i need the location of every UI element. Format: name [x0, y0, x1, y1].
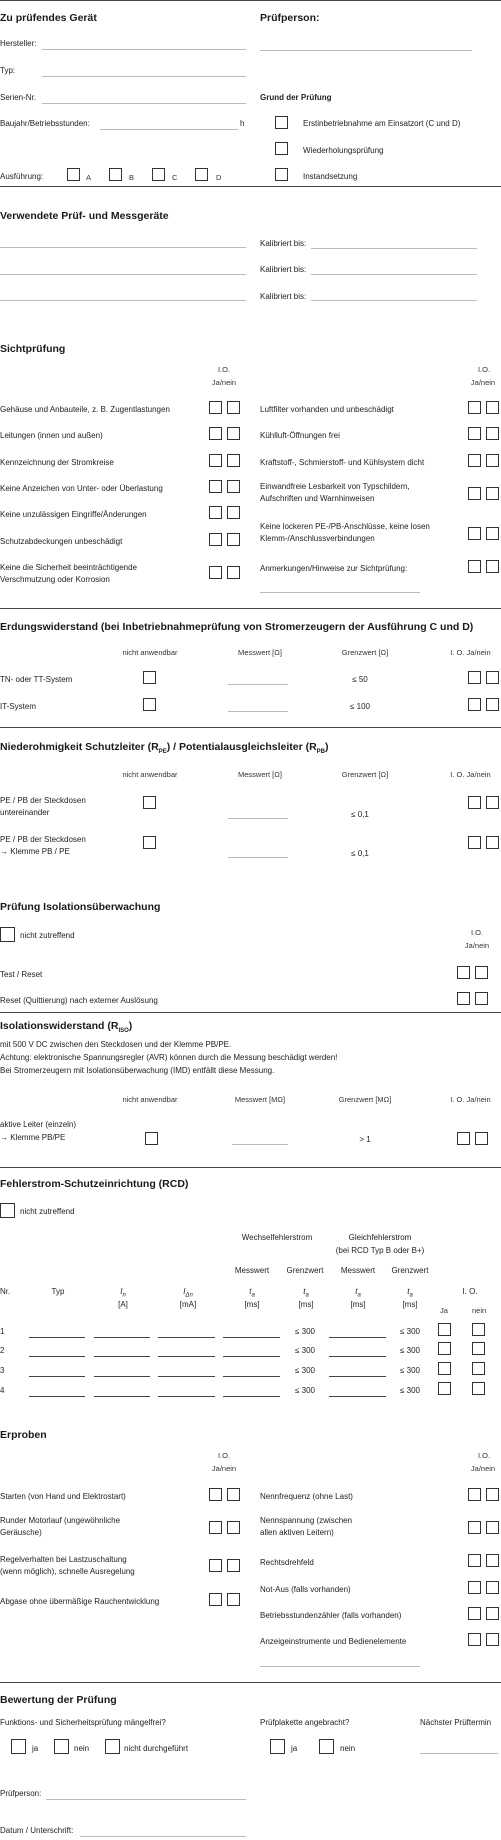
trials-right-3-yes[interactable]	[468, 1554, 481, 1567]
reason-title: Grund der Prüfung	[260, 93, 332, 102]
visual-notes-label: Anmerkungen/Hinweise zur Sichtprüfung:	[260, 564, 408, 573]
trials-left-4: Abgase ohne übermäßige Rauchentwicklung	[0, 1597, 160, 1606]
lowres-row-1-na[interactable]	[143, 796, 156, 809]
visual-left-4: Keine Anzeichen von Unter- oder Überlastung	[0, 484, 163, 493]
eval-next-label: Nächster Prüftermin	[420, 1718, 492, 1727]
insulation-note-1: mit 500 V DC zwischen den Steckdosen und der Klemme PB/PE.	[0, 1040, 232, 1049]
earth-title: Erdungswiderstand (bei Inbetriebnahmeprüfung von Stromerzeugern der Ausführung C und D)	[0, 621, 474, 633]
visual-left-2-no[interactable]	[227, 427, 240, 440]
rcd-row-1-limit-dc: ≤ 300	[400, 1327, 420, 1336]
trials-right-2a: Nennspannung (zwischen	[260, 1516, 353, 1525]
visual-left-2-yes[interactable]	[209, 427, 222, 440]
lowres-col-na: nicht anwendbar	[122, 770, 178, 779]
visual-right-4a: Einwandfreie Lesbarkeit von Typschildern,	[260, 482, 410, 491]
rcd-col-ta-3: $t_a$	[355, 1287, 361, 1299]
visual-right-2-no[interactable]	[486, 427, 499, 440]
earth-row-1-limit: ≤ 50	[352, 675, 368, 684]
rcd-row-1-yes[interactable]	[438, 1323, 451, 1336]
insulation-col-na: nicht anwendbar	[122, 1095, 178, 1104]
lowres-row-2-measured[interactable]	[228, 857, 288, 858]
eval-q2: Prüfplakette angebracht?	[260, 1718, 350, 1727]
rcd-row-2-yes[interactable]	[438, 1342, 451, 1355]
rcd-row-1-ta1[interactable]	[223, 1337, 280, 1338]
eval-q1-na-label: nicht durchgeführt	[124, 1744, 189, 1753]
execution-label: Ausführung:	[0, 172, 44, 181]
rcd-row-1-nr: 1	[0, 1327, 5, 1336]
rcd-row-4-limit-ac: ≤ 300	[295, 1386, 315, 1395]
reason-repeat-checkbox[interactable]	[275, 142, 288, 155]
eval-q1-no-checkbox[interactable]	[54, 1739, 69, 1754]
instrument-field-2[interactable]	[0, 274, 246, 275]
visual-io-right: I.O.	[477, 365, 491, 374]
trials-right-3-no[interactable]	[486, 1554, 499, 1567]
trials-right-5-yes[interactable]	[468, 1607, 481, 1620]
trials-right-4-no[interactable]	[486, 1581, 499, 1594]
eval-q2-no-checkbox[interactable]	[319, 1739, 334, 1754]
trials-yn-left: Ja/nein	[211, 1464, 237, 1473]
reason-repair-label: Instandsetzung	[303, 172, 358, 181]
trials-title: Erproben	[0, 1429, 47, 1441]
type-label: Typ:	[0, 66, 16, 75]
imd-na-checkbox[interactable]	[0, 927, 15, 942]
visual-left-7-no[interactable]	[227, 566, 240, 579]
eval-date-label: Datum / Unterschrift:	[0, 1826, 74, 1835]
rcd-col-io: I. O.	[462, 1287, 478, 1296]
lowres-col-io: I. O. Ja/nein	[450, 770, 491, 779]
eval-next-field[interactable]	[420, 1753, 498, 1754]
earth-col-measured: Messwert [Ω]	[238, 648, 282, 657]
rcd-row-4-limit-dc: ≤ 300	[400, 1386, 420, 1395]
trials-right-6: Anzeigeinstrumente und Bedienelemente	[260, 1637, 407, 1646]
imd-na-label: nicht zutreffend	[20, 931, 75, 940]
earth-row-1-yes[interactable]	[468, 671, 481, 684]
lowres-col-measured: Messwert [Ω]	[238, 770, 282, 779]
rcd-row-3-ta1[interactable]	[223, 1376, 280, 1377]
reason-first-checkbox[interactable]	[275, 116, 288, 129]
trials-right-3: Rechtsdrehfeld	[260, 1558, 314, 1567]
lowres-row-2-l2: → Klemme PB / PE	[0, 847, 70, 856]
rcd-row-3-typ[interactable]	[29, 1376, 85, 1377]
rcd-row-2-limit-dc: ≤ 300	[400, 1346, 420, 1355]
trials-left-1: Starten (von Hand und Elektrostart)	[0, 1492, 126, 1501]
trials-left-3b: (wenn möglich), schnelle Ausregelung	[0, 1567, 135, 1576]
rcd-row-2-typ[interactable]	[29, 1356, 85, 1357]
rcd-row-1-typ[interactable]	[29, 1337, 85, 1338]
lowres-row-2-yes[interactable]	[468, 836, 481, 849]
earth-row-1-label: TN- oder TT-System	[0, 675, 73, 684]
execution-b-label: B	[129, 173, 135, 182]
rcd-col-ta-3-unit: [ms]	[350, 1300, 366, 1309]
rcd-na-label: nicht zutreffend	[20, 1207, 75, 1216]
rcd-row-4-yes[interactable]	[438, 1382, 451, 1395]
insulation-note-3: Bei Stromerzeugern mit Isolationsüberwachung (IMD) entfällt diese Messung.	[0, 1066, 275, 1075]
rcd-col-idn: $I_{\Delta n}$	[183, 1287, 193, 1299]
earth-row-2-label: IT-System	[0, 702, 37, 711]
lowres-row-1-l1: PE / PB der Steckdosen	[0, 796, 86, 805]
trials-right-5: Betriebsstundenzähler (falls vorhanden)	[260, 1611, 402, 1620]
year-hours-field[interactable]	[100, 129, 238, 130]
visual-left-3-no[interactable]	[227, 454, 240, 467]
lowres-row-1-no[interactable]	[486, 796, 499, 809]
imd-row-1-no[interactable]	[475, 966, 488, 979]
rcd-ac-measured: Messwert	[234, 1266, 270, 1275]
visual-left-1: Gehäuse und Anbauteile, z. B. Zugentlastungen	[0, 405, 170, 414]
eval-q2-yes-label: ja	[291, 1744, 298, 1753]
rcd-row-4-idn[interactable]	[158, 1396, 215, 1397]
eval-q1-yes-label: ja	[32, 1744, 39, 1753]
visual-right-6-yes[interactable]	[468, 560, 481, 573]
lowres-row-2-l1: PE / PB der Steckdosen	[0, 835, 86, 844]
lowres-row-2-no[interactable]	[486, 836, 499, 849]
insulation-measured[interactable]	[232, 1144, 288, 1145]
rcd-row-4-ta1[interactable]	[223, 1396, 280, 1397]
rcd-col-typ: Typ	[51, 1287, 65, 1296]
visual-left-3-yes[interactable]	[209, 454, 222, 467]
rcd-row-1-limit-ac: ≤ 300	[295, 1327, 315, 1336]
visual-right-4b: Aufschriften und Warnhinweisen	[260, 494, 375, 503]
rcd-row-1-ta3[interactable]	[329, 1337, 386, 1338]
eval-q1-na-checkbox[interactable]	[105, 1739, 120, 1754]
trials-right-1-yes[interactable]	[468, 1488, 481, 1501]
eval-inspector-field[interactable]	[46, 1799, 246, 1800]
visual-right-3-yes[interactable]	[468, 454, 481, 467]
rcd-row-2-ta3[interactable]	[329, 1356, 386, 1357]
evaluation-title: Bewertung der Prüfung	[0, 1694, 117, 1706]
rcd-col-nein: nein	[472, 1306, 487, 1315]
trials-left-3-no[interactable]	[227, 1559, 240, 1572]
visual-io-left: I.O.	[217, 365, 231, 374]
inspector-field[interactable]	[260, 50, 472, 51]
trials-left-4-yes[interactable]	[209, 1593, 222, 1606]
eval-q1-yes-checkbox[interactable]	[11, 1739, 26, 1754]
rcd-dc-header-1: Gleichfehlerstrom	[348, 1233, 412, 1242]
rcd-ac-limit: Grenzwert	[286, 1266, 324, 1275]
visual-left-7-yes[interactable]	[209, 566, 222, 579]
trials-notes-field[interactable]	[260, 1666, 420, 1667]
instrument-field-1[interactable]	[0, 247, 246, 248]
rcd-row-2-nr: 2	[0, 1346, 5, 1355]
earth-col-na: nicht anwendbar	[122, 648, 178, 657]
execution-a-checkbox[interactable]	[67, 168, 80, 181]
visual-right-6-no[interactable]	[486, 560, 499, 573]
earth-row-2-na[interactable]	[143, 698, 156, 711]
imd-row-1-label: Test / Reset	[0, 970, 43, 979]
trials-io-right: I.O.	[477, 1451, 491, 1460]
insulation-col-measured: Messwert [MΩ]	[234, 1095, 286, 1104]
lowres-title: Niederohmigkeit Schutzleiter $(R_{PE})$ / Potentialausgleichsleiter $(R_{PB})$	[0, 741, 329, 756]
rcd-row-4-typ[interactable]	[29, 1396, 85, 1397]
hours-unit: h	[240, 119, 245, 128]
rcd-col-ta-4-unit: [ms]	[402, 1300, 418, 1309]
imd-row-2-yes[interactable]	[457, 992, 470, 1005]
visual-left-1-no[interactable]	[227, 401, 240, 414]
rcd-col-ta-1-unit: [ms]	[244, 1300, 260, 1309]
manufacturer-field[interactable]	[42, 49, 246, 50]
rcd-row-4-in[interactable]	[94, 1396, 150, 1397]
visual-right-5-no[interactable]	[486, 527, 499, 540]
trials-left-2-no[interactable]	[227, 1521, 240, 1534]
reason-repair-checkbox[interactable]	[275, 168, 288, 181]
rcd-row-3-in[interactable]	[94, 1376, 150, 1377]
rcd-row-2-limit-ac: ≤ 300	[295, 1346, 315, 1355]
calibrated-label-1: Kalibriert bis:	[260, 239, 307, 248]
rcd-row-3-idn[interactable]	[158, 1376, 215, 1377]
eval-inspector-label: Prüfperson:	[0, 1789, 42, 1798]
visual-right-5-yes[interactable]	[468, 527, 481, 540]
rcd-row-3-limit-dc: ≤ 300	[400, 1366, 420, 1375]
visual-right-5a: Keine lockeren PE-/PB-Anschlüsse, keine losen	[260, 522, 430, 531]
instruments-title: Verwendete Prüf- und Messgeräte	[0, 210, 169, 222]
inspector-title: Prüfperson:	[260, 12, 320, 24]
calibrated-label-2: Kalibriert bis:	[260, 265, 307, 274]
instrument-field-3[interactable]	[0, 300, 246, 301]
rcd-dc-limit: Grenzwert	[391, 1266, 429, 1275]
imd-row-2-no[interactable]	[475, 992, 488, 1005]
rcd-row-3-no[interactable]	[472, 1362, 485, 1375]
trials-right-1-no[interactable]	[486, 1488, 499, 1501]
rcd-row-4-no[interactable]	[472, 1382, 485, 1395]
rcd-na-checkbox[interactable]	[0, 1203, 15, 1218]
visual-left-7a: Keine die Sicherheit beeinträchtigende	[0, 563, 137, 572]
reason-first-label: Erstinbetriebnahme am Einsatzort (C und D)	[303, 119, 461, 128]
trials-yn-right: Ja/nein	[470, 1464, 496, 1473]
lowres-row-1-l2: untereinander	[0, 808, 50, 817]
rcd-col-ja: Ja	[440, 1306, 448, 1315]
rcd-col-idn-unit: [mA]	[179, 1300, 197, 1309]
earth-row-2-yes[interactable]	[468, 698, 481, 711]
visual-left-6-no[interactable]	[227, 533, 240, 546]
rcd-row-2-idn[interactable]	[158, 1356, 215, 1357]
earth-col-io: I. O. Ja/nein	[450, 648, 491, 657]
trials-left-1-no[interactable]	[227, 1488, 240, 1501]
visual-right-5b: Klemm-/Anschlussverbindungen	[260, 534, 375, 543]
visual-left-4-no[interactable]	[227, 480, 240, 493]
trials-left-3-yes[interactable]	[209, 1559, 222, 1572]
insulation-row-l1: aktive Leiter (einzeln)	[0, 1120, 77, 1129]
type-field[interactable]	[42, 76, 246, 77]
trials-left-2a: Runder Motorlauf (ungewöhnliche	[0, 1516, 121, 1525]
insulation-no[interactable]	[475, 1132, 488, 1145]
trials-left-2b: Geräusche)	[0, 1528, 42, 1537]
imd-yn: Ja/nein	[464, 941, 490, 950]
rcd-col-ta-2: $t_a$	[303, 1287, 309, 1299]
trials-right-1: Nennfrequenz (ohne Last)	[260, 1492, 353, 1501]
lowres-row-2-na[interactable]	[143, 836, 156, 849]
calibrated-field-1[interactable]	[311, 248, 477, 249]
trials-left-2-yes[interactable]	[209, 1521, 222, 1534]
rcd-row-1-no[interactable]	[472, 1323, 485, 1336]
insulation-yes[interactable]	[457, 1132, 470, 1145]
earth-row-1-na[interactable]	[143, 671, 156, 684]
earth-col-limit: Grenzwert [Ω]	[341, 648, 389, 657]
insulation-col-io: I. O. Ja/nein	[450, 1095, 491, 1104]
visual-left-3: Kennzeichnung der Stromkreise	[0, 458, 114, 467]
calibrated-field-3[interactable]	[311, 300, 477, 301]
visual-left-5-no[interactable]	[227, 506, 240, 519]
trials-right-2b: allen aktiven Leitern)	[260, 1528, 334, 1537]
insulation-row-l2: → Klemme PB/PE	[0, 1133, 66, 1142]
rcd-col-in-unit: [A]	[118, 1300, 128, 1309]
visual-right-1-no[interactable]	[486, 401, 499, 414]
trials-right-6-yes[interactable]	[468, 1633, 481, 1646]
trials-left-1-yes[interactable]	[209, 1488, 222, 1501]
execution-c-label: C	[172, 173, 178, 182]
insulation-limit: > 1	[359, 1135, 371, 1144]
serial-field[interactable]	[42, 103, 246, 104]
rcd-row-3-yes[interactable]	[438, 1362, 451, 1375]
visual-left-5-yes[interactable]	[209, 506, 222, 519]
visual-left-4-yes[interactable]	[209, 480, 222, 493]
rcd-col-in: $I_n$	[120, 1287, 126, 1299]
rcd-row-3-ta3[interactable]	[329, 1376, 386, 1377]
rcd-row-2-no[interactable]	[472, 1342, 485, 1355]
earth-row-2-measured[interactable]	[228, 711, 288, 712]
lowres-col-limit: Grenzwert [Ω]	[341, 770, 389, 779]
rcd-row-3-limit-ac: ≤ 300	[295, 1366, 315, 1375]
trials-right-4-yes[interactable]	[468, 1581, 481, 1594]
eval-q1: Funktions- und Sicherheitsprüfung mängelfrei?	[0, 1718, 166, 1727]
trials-left-4-no[interactable]	[227, 1593, 240, 1606]
visual-left-5: Keine unzulässigen Eingriffe/Änderungen	[0, 510, 147, 519]
execution-a-label: A	[86, 173, 92, 182]
visual-left-6-yes[interactable]	[209, 533, 222, 546]
rcd-col-ta-1: $t_a$	[249, 1287, 255, 1299]
lowres-row-1-limit: ≤ 0,1	[351, 810, 369, 819]
imd-io: I.O.	[470, 928, 484, 937]
year-hours-label: Baujahr/Betriebsstunden:	[0, 119, 90, 128]
device-title: Zu prüfendes Gerät	[0, 12, 97, 24]
eval-q2-no-label: nein	[340, 1744, 356, 1753]
execution-d-label: D	[216, 173, 222, 182]
visual-right-4-yes[interactable]	[468, 487, 481, 500]
visual-right-3-no[interactable]	[486, 454, 499, 467]
rcd-dc-header-2: (bei RCD Typ B oder B+)	[335, 1246, 425, 1255]
visual-right-1: Luftfilter vorhanden und unbeschädigt	[260, 405, 394, 414]
visual-left-1-yes[interactable]	[209, 401, 222, 414]
trials-right-2-no[interactable]	[486, 1521, 499, 1534]
eval-date-field[interactable]	[80, 1836, 246, 1837]
rcd-row-4-nr: 4	[0, 1386, 5, 1395]
rcd-title: Fehlerstrom-Schutzeinrichtung (RCD)	[0, 1178, 189, 1190]
visual-right-3: Kraftstoff-, Schmierstoff- und Kühlsystem dicht	[260, 458, 425, 467]
visual-right-1-yes[interactable]	[468, 401, 481, 414]
trials-io-left: I.O.	[217, 1451, 231, 1460]
execution-c-checkbox[interactable]	[152, 168, 165, 181]
imd-title: Prüfung Isolationsüberwachung	[0, 901, 161, 913]
earth-row-1-no[interactable]	[486, 671, 499, 684]
visual-left-7b: Verschmutzung oder Korrosion	[0, 575, 110, 584]
rcd-row-4-ta3[interactable]	[329, 1396, 386, 1397]
execution-d-checkbox[interactable]	[195, 168, 208, 181]
trials-left-3a: Regelverhalten bei Lastzuschaltung	[0, 1555, 127, 1564]
calibrated-field-2[interactable]	[311, 274, 477, 275]
visual-right-2: Kühlluft-Öffnungen frei	[260, 431, 340, 440]
trials-right-5-no[interactable]	[486, 1607, 499, 1620]
imd-row-2-label: Reset (Quittierung) nach externer Auslösung	[0, 996, 158, 1005]
visual-title: Sichtprüfung	[0, 343, 66, 355]
visual-yn-right: Ja/nein	[470, 378, 496, 387]
visual-yn-left: Ja/nein	[211, 378, 237, 387]
rcd-row-3-nr: 3	[0, 1366, 5, 1375]
calibrated-label-3: Kalibriert bis:	[260, 292, 307, 301]
rcd-row-2-in[interactable]	[94, 1356, 150, 1357]
eval-q2-yes-checkbox[interactable]	[270, 1739, 285, 1754]
insulation-col-limit: Grenzwert [MΩ]	[338, 1095, 392, 1104]
rcd-col-nr: Nr.	[0, 1287, 11, 1296]
rcd-row-1-in[interactable]	[94, 1337, 150, 1338]
earth-row-2-limit: ≤ 100	[350, 702, 370, 711]
rcd-col-ta-2-unit: [ms]	[298, 1300, 314, 1309]
serial-label: Serien-Nr.	[0, 93, 37, 102]
rcd-ac-header: Wechselfehlerstrom	[241, 1233, 313, 1242]
reason-repeat-label: Wiederholungsprüfung	[303, 146, 384, 155]
manufacturer-label: Hersteller:	[0, 39, 37, 48]
visual-right-2-yes[interactable]	[468, 427, 481, 440]
earth-row-1-measured[interactable]	[228, 684, 288, 685]
trials-right-4: Not-Aus (falls vorhanden)	[260, 1585, 351, 1594]
imd-row-1-yes[interactable]	[457, 966, 470, 979]
lowres-row-2-limit: ≤ 0,1	[351, 849, 369, 858]
visual-left-2: Leitungen (innen und außen)	[0, 431, 103, 440]
rcd-row-2-ta1[interactable]	[223, 1356, 280, 1357]
trials-right-6-no[interactable]	[486, 1633, 499, 1646]
rcd-col-ta-4: $t_a$	[407, 1287, 413, 1299]
lowres-row-1-measured[interactable]	[228, 818, 288, 819]
execution-b-checkbox[interactable]	[109, 168, 122, 181]
insulation-note-2: Achtung: elektronische Spannungsregler (AVR) können durch die Messung beschädigt werden!	[0, 1053, 338, 1062]
lowres-row-1-yes[interactable]	[468, 796, 481, 809]
insulation-title: Isolationswiderstand $(R_{ISO})$	[0, 1020, 133, 1035]
rcd-dc-measured: Messwert	[340, 1266, 376, 1275]
visual-right-4-no[interactable]	[486, 487, 499, 500]
rcd-row-1-idn[interactable]	[158, 1337, 215, 1338]
eval-q1-no-label: nein	[74, 1744, 90, 1753]
insulation-na-checkbox[interactable]	[145, 1132, 158, 1145]
trials-right-2-yes[interactable]	[468, 1521, 481, 1534]
visual-left-6: Schutzabdeckungen unbeschädigt	[0, 537, 123, 546]
visual-notes-field[interactable]	[260, 592, 420, 593]
earth-row-2-no[interactable]	[486, 698, 499, 711]
